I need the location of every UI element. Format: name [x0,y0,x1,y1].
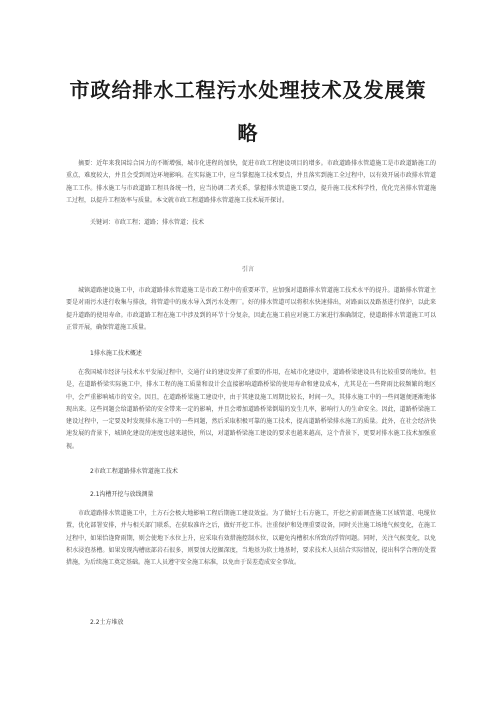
section22-heading: 2.2土方堆放 [90,619,124,626]
section21-block [66,508,436,569]
document-title-line1: 市政给排水工程污水处理技术及发展策 [69,78,427,102]
section1-heading: 1排水施工技术概述 [90,350,142,357]
intro-heading: 引言 [241,266,254,273]
section21-heading: 2.1沟槽开挖与放线测量 [90,491,154,498]
section2-heading: 2市政工程道路排水管道施工技术 [90,468,178,475]
section1-block [66,367,436,453]
abstract-block [66,158,436,207]
document-title-line2: 略 [237,121,259,145]
section21-text: 市政道路排水管道施工中，土方石会极大地影响工程后期施工建设效益。为了做好土石方施工，开挖之前需调查施工区域管道、电缆位置，优化部署安排，并与相关部门联系，在获取准许之后，做好开挖工作。注重保护和处理重要设备，同时关注施工场地气候变化，在施工过程中，如果恰逢降雨期，则会使地下水位上升，应采取有效措施控制水位，以避免沟槽积水所致的浮管问题。同时，关注气候变化，以免积水浸泡基槽。如果发现沟槽底部岩石很多，则要加大挖掘深度，当地基为软土地基时，要求技术人员结合实际情况，提出科学合理的处置措施，为后续施工奠定基础。施工人员遵守安全施工标准，以免由于误差造成安全事故。 [66,510,436,567]
keywords-line: 关键词：市政工程；道路；排水管道；技术 [90,219,205,226]
intro-text: 城镇道路建设施工中，市政道路排水管道施工是市政工程中的重要环节，应加强对道路排水管道施工技术水平的提升。道路排水管道主要是对雨污水进行收集与排放，将管道中的废水导入到污水处理厂。好的排水管道可以将积水快速排出，对路面以及路基进行保护，以此来提升道路的使用寿命。市政道路工程在施工中涉及到的环节十分复杂，因此在施工前应对施工方案进行准确制定，使道路排水管道施工可以正常开展，确保管道施工质量。 [66,287,436,331]
abstract-text: 摘要：近年来我国综合国力的不断增强，城市化进程的加快，促进市政工程建设项目的增多。市政道路排水管道施工是市政道路施工的重点，难度较大，并且会受到周边环境影响。在实际施工中，应当掌握施工技术要点，并且落实到施工全过程中，以有效开展市政排水管道施工工作。排水施工与市政道路工程具备统一性，应当协调二者关系，掌握排水管道施工要点，提升施工技术科学性，优化完善排水管道施工过程，以提升工程效率与质量。本文就市政工程道路排水管道施工技术展开探讨。 [66,160,436,204]
intro-block [66,285,436,334]
section1-text: 在我国城市经济与技术水平发展过程中，交通行业的建设发挥了重要的作用，在城市化建设中，道路桥梁建设具有比较重要的地位。但是，在道路桥梁实际施工中，排水工程的施工质量和设计会直接影响道路桥梁的使用寿命和建设成本，尤其是在一些降雨比较频繁的地区中，会严重影响城市的安全。因且，在道路桥梁施工建设中，由于其建设施工周期比较长，时间一久，其排水施工中的一些问题便逐渐地体现出来。这些问题会给道路桥梁的安全带来一定的影响，并且会增加道路桥梁倒塌的发生几率，影响行人的生命安全。因此，道路桥梁施工建设过程中，一定要及时发现排水施工中的一些问题，然后采取积极可靠的施工技术，提高道路桥梁排水施工的质量。此外，在社会经济快速发展的背景下，城镇化建设的速度也越来越快，所以，对道路桥梁施工建设的要求也越来越高，这个背景下，更要对排水施工技术加强重视。 [66,369,436,450]
